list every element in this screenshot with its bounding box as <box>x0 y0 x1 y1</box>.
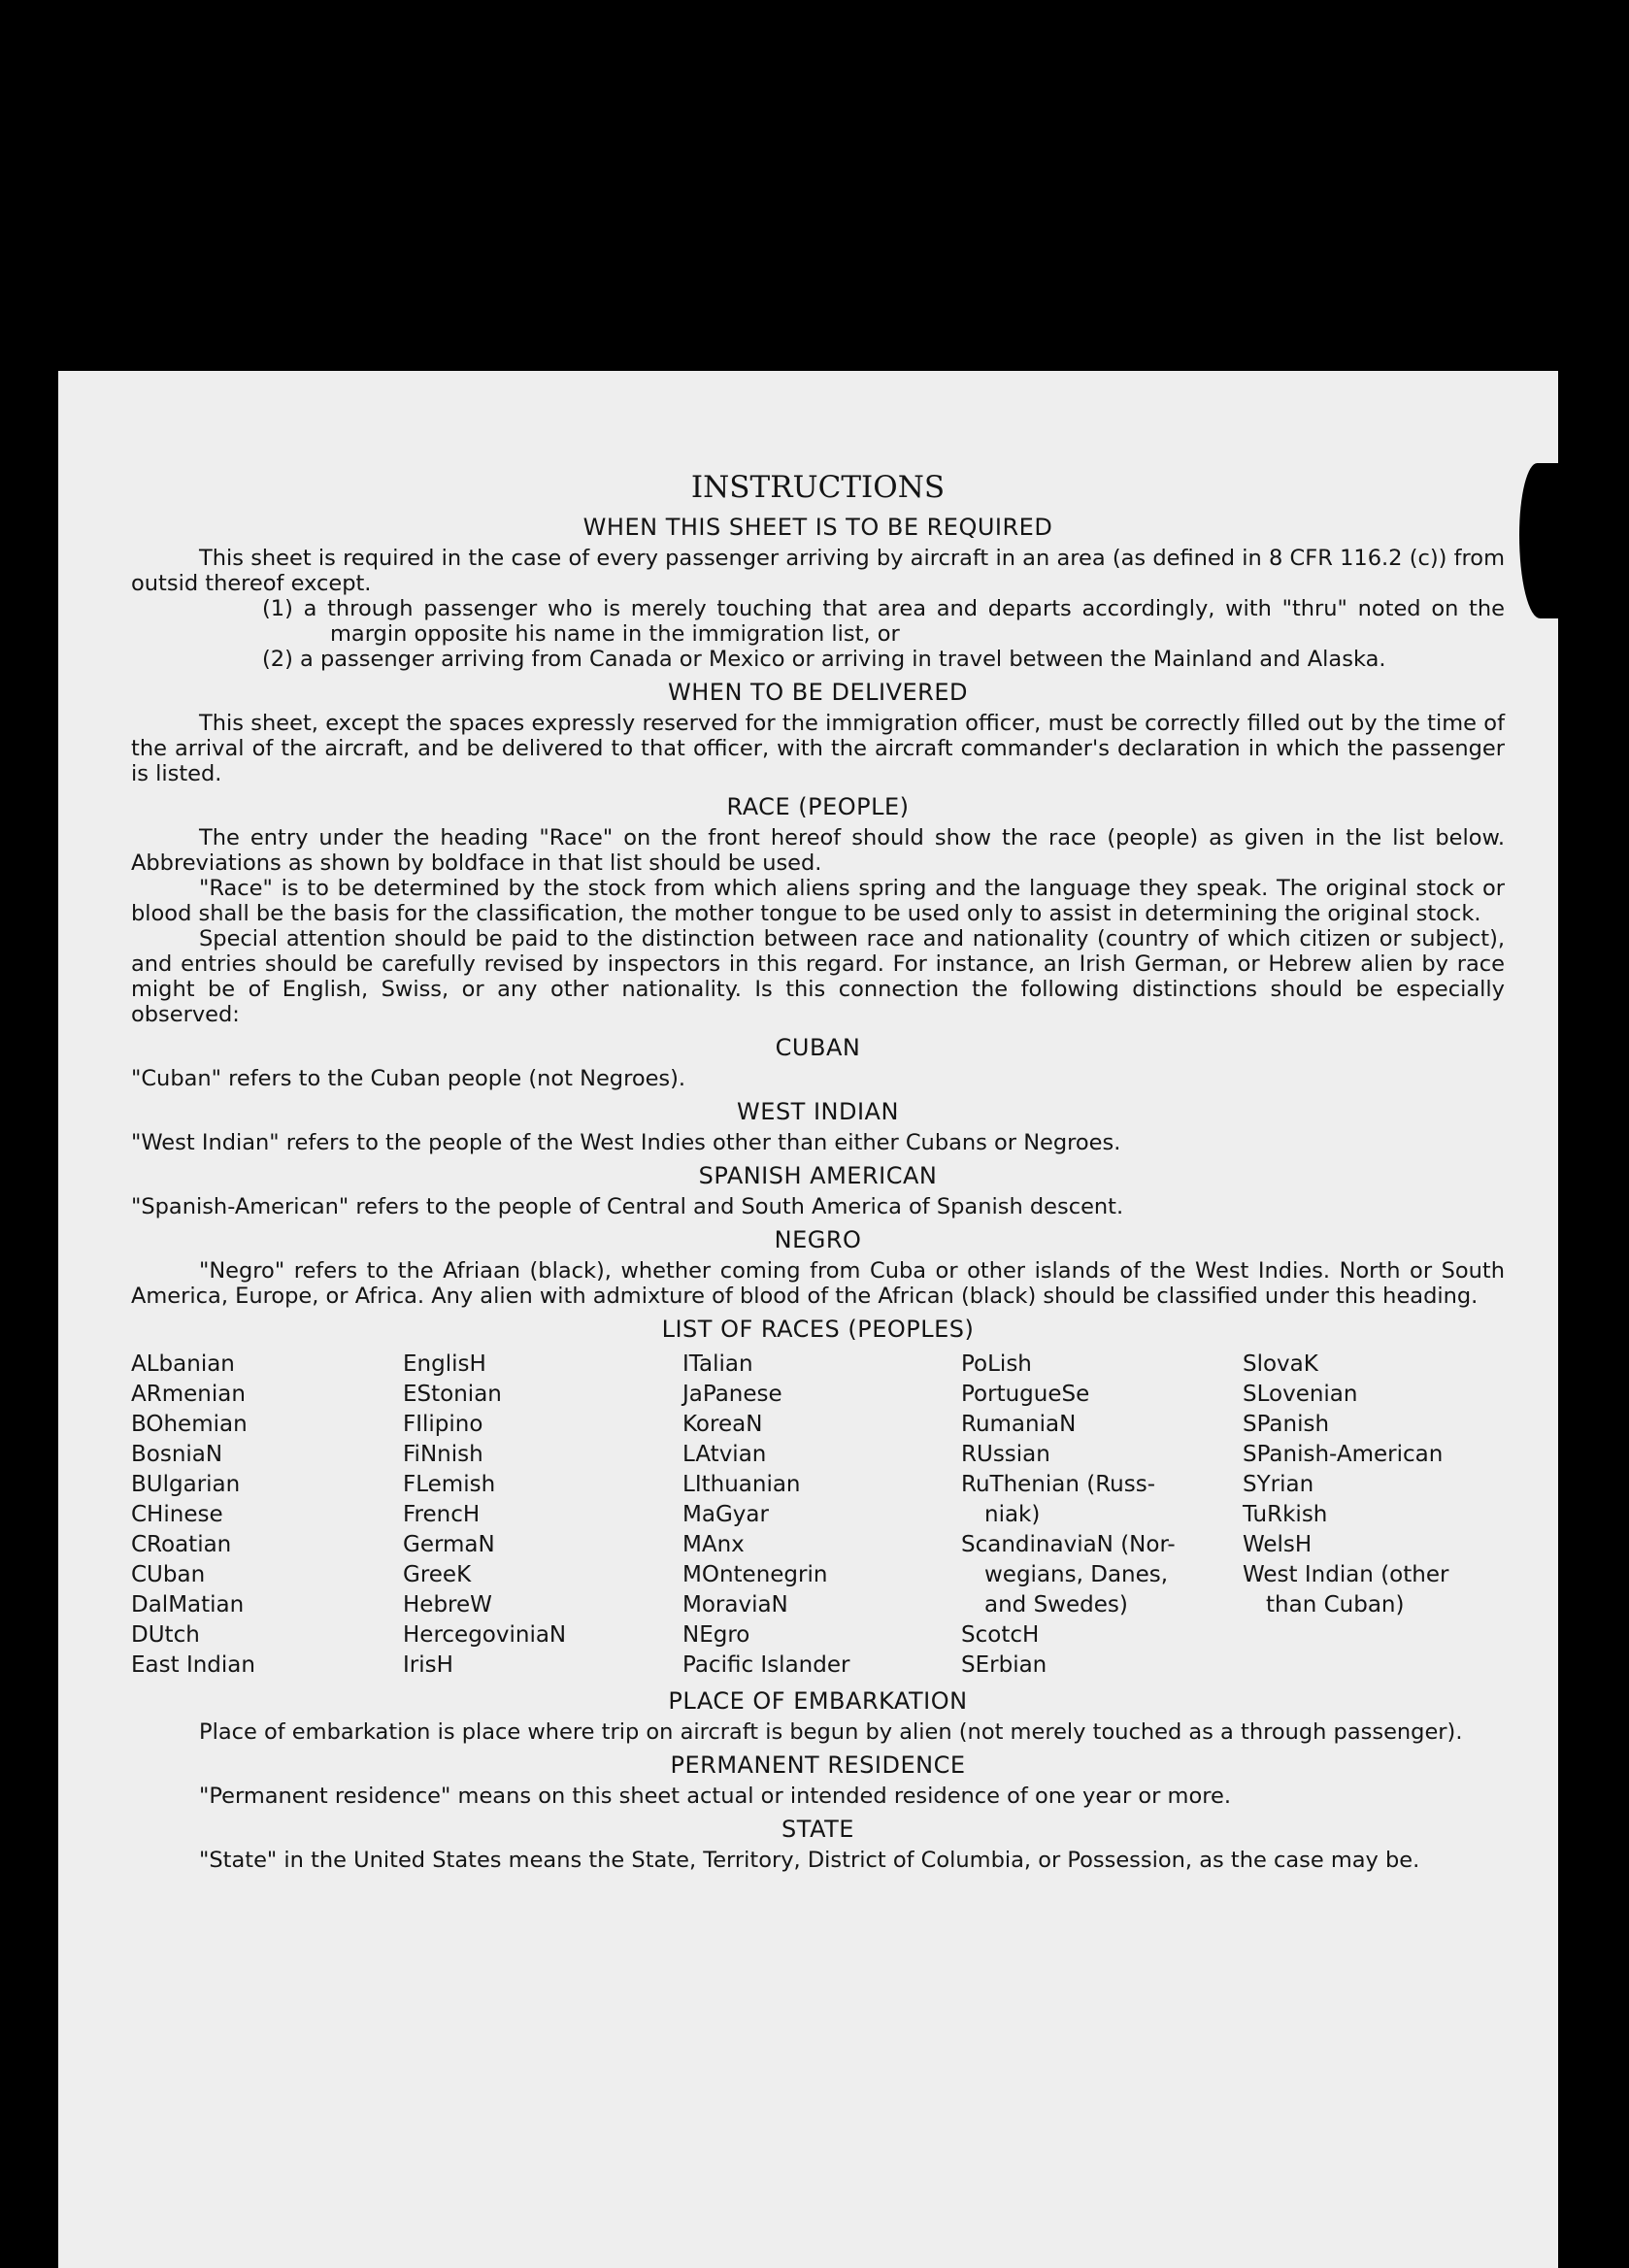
race-entry: FrencH <box>403 1502 481 1527</box>
race-entry: MAnx <box>682 1532 745 1557</box>
heading-state: STATE <box>781 1816 854 1843</box>
race-entry: SErbian <box>961 1652 1047 1678</box>
race-entry: NEgro <box>682 1622 750 1648</box>
race-entry: TuRkish <box>1243 1502 1328 1527</box>
races-column-3 <box>682 1350 961 1681</box>
race-entry: SLovenian <box>1243 1382 1358 1407</box>
race-entry: SYrian <box>1243 1472 1314 1497</box>
race-entry: ALbanian <box>131 1351 235 1377</box>
race-entry-continued: niak) <box>984 1502 1041 1527</box>
heading-delivered: WHEN TO BE DELIVERED <box>668 679 968 706</box>
race-entry: PortugueSe <box>961 1382 1090 1407</box>
negro-text: "Negro" refers to the Afriaan (black), whether coming from Cuba or other islands of the West Indies. North or South America, Europe, or Africa. Any alien with admixture of blood of the African (black) should be classified under this heading. <box>131 1258 1505 1309</box>
race-entry: GreeK <box>403 1562 472 1587</box>
race-entry: RuThenian (Russ- <box>961 1472 1156 1497</box>
race-entry: MoraviaN <box>682 1592 788 1618</box>
spanish-american-text: "Spanish-American" refers to the people of Central and South America of Spanish descent. <box>131 1194 1124 1219</box>
race-entry: RumaniaN <box>961 1412 1077 1437</box>
race-entry: FLemish <box>403 1472 496 1497</box>
race-entry: SlovaK <box>1243 1351 1318 1377</box>
document-sheet <box>58 371 1558 2268</box>
race-entry: JaPanese <box>682 1382 782 1407</box>
race-entry: BosniaN <box>131 1442 223 1467</box>
races-column-2 <box>403 1350 682 1681</box>
race-entry: HercegoviniaN <box>403 1622 567 1648</box>
required-item-2: (2) a passenger arriving from Canada or Mexico or arriving in travel between the Mainland and Alaska. <box>262 647 1386 672</box>
embarkation-text: Place of embarkation is place where trip on aircraft is begun by alien (not merely touched as a through passenger). <box>199 1719 1463 1745</box>
race-entry: DalMatian <box>131 1592 245 1618</box>
race-entry: ScotcH <box>961 1622 1040 1648</box>
race-entry: ITalian <box>682 1351 753 1377</box>
race-entry: CUban <box>131 1562 206 1587</box>
race-entry: EnglisH <box>403 1351 486 1377</box>
race-entry: MaGyar <box>682 1502 769 1527</box>
west-indian-text: "West Indian" refers to the people of the West Indies other than either Cubans or Negroes. <box>131 1130 1121 1155</box>
races-column-4 <box>961 1350 1243 1681</box>
heading-list-of-races: LIST OF RACES (PEOPLES) <box>661 1316 975 1343</box>
race-entry: West Indian (other <box>1243 1562 1449 1587</box>
instructions-content <box>131 468 1505 1873</box>
races-column-5 <box>1243 1350 1505 1681</box>
race-entry-continued: wegians, Danes, <box>984 1562 1169 1587</box>
race-entry: IrisH <box>403 1652 453 1678</box>
race-entry: SPanish <box>1243 1412 1330 1437</box>
race-entry: PoLish <box>961 1351 1032 1377</box>
race-entry: DUtch <box>131 1622 200 1648</box>
state-text: "State" in the United States means the State, Territory, District of Columbia, or Possession, as the case may be. <box>199 1848 1420 1873</box>
heading-required: WHEN THIS SHEET IS TO BE REQUIRED <box>582 514 1053 541</box>
heading-negro: NEGRO <box>774 1226 862 1253</box>
heading-cuban: CUBAN <box>775 1034 861 1061</box>
race-entry: ScandinaviaN (Nor- <box>961 1532 1176 1557</box>
race-entry: CHinese <box>131 1502 223 1527</box>
race-entry: HebreW <box>403 1592 492 1618</box>
heading-permanent-residence: PERMANENT RESIDENCE <box>670 1751 966 1779</box>
race-paragraph-2: "Race" is to be determined by the stock from which aliens spring and the language they speak. The original stock or blood shall be the basis for the classification, the mother tongue to be used only to assist in determining the original stock. <box>131 876 1505 926</box>
race-entry: MOntenegrin <box>682 1562 828 1587</box>
heading-embarkation: PLACE OF EMBARKATION <box>668 1687 968 1715</box>
race-entry: FIlipino <box>403 1412 483 1437</box>
heading-west-indian: WEST INDIAN <box>737 1098 899 1125</box>
race-entry: BOhemian <box>131 1412 248 1437</box>
race-entry: KoreaN <box>682 1412 763 1437</box>
race-entry: EStonian <box>403 1382 502 1407</box>
race-paragraph-3: Special attention should be paid to the distinction between race and nationality (country of which citizen or subject), and entries should be carefully revised by inspectors in this regard. For instance, an Irish German, or Hebrew alien by race might be of English, Swiss, or any other nationality. Is this connection the following distinctions should be especially observed: <box>131 926 1505 1027</box>
races-column-1 <box>131 1350 403 1681</box>
race-entry: GermaN <box>403 1532 495 1557</box>
page-title: INSTRUCTIONS <box>690 470 946 505</box>
race-entry-continued: and Swedes) <box>984 1592 1128 1618</box>
delivered-text: This sheet, except the spaces expressly reserved for the immigration officer, must be correctly filled out by the time of the arrival of the aircraft, and be delivered to that officer, with the aircraft commander's declaration in which the passenger is listed. <box>131 711 1505 786</box>
required-intro: This sheet is required in the case of every passenger arriving by aircraft in an area (as defined in 8 CFR 116.2 (c)) from outsid thereof except. <box>131 546 1505 596</box>
race-entry: WelsH <box>1243 1532 1313 1557</box>
race-entry: CRoatian <box>131 1532 232 1557</box>
required-item-1: (1) a through passenger who is merely touching that area and departs accordingly, with "thru" noted on the margin opposite his name in the immigration list, or <box>262 596 1505 647</box>
race-entry: FiNnish <box>403 1442 483 1467</box>
race-entry: ARmenian <box>131 1382 246 1407</box>
residence-text: "Permanent residence" means on this sheet actual or intended residence of one year or more. <box>199 1784 1231 1809</box>
heading-race: RACE (PEOPLE) <box>726 793 910 820</box>
cuban-text: "Cuban" refers to the Cuban people (not Negroes). <box>131 1066 686 1091</box>
race-entry: RUssian <box>961 1442 1050 1467</box>
races-list <box>131 1350 1505 1681</box>
race-entry: LAtvian <box>682 1442 767 1467</box>
torn-corner <box>1519 463 1558 618</box>
race-entry: BUlgarian <box>131 1472 241 1497</box>
race-entry: Pacific Islander <box>682 1652 850 1678</box>
race-entry-continued: than Cuban) <box>1266 1592 1405 1618</box>
race-entry: East Indian <box>131 1652 255 1678</box>
race-paragraph-1: The entry under the heading "Race" on the front hereof should show the race (people) as given in the list below. Abbreviations as shown by boldface in that list should be used. <box>131 825 1505 876</box>
race-entry: SPanish-American <box>1243 1442 1444 1467</box>
race-entry: LIthuanian <box>682 1472 801 1497</box>
heading-spanish-american: SPANISH AMERICAN <box>698 1162 938 1189</box>
